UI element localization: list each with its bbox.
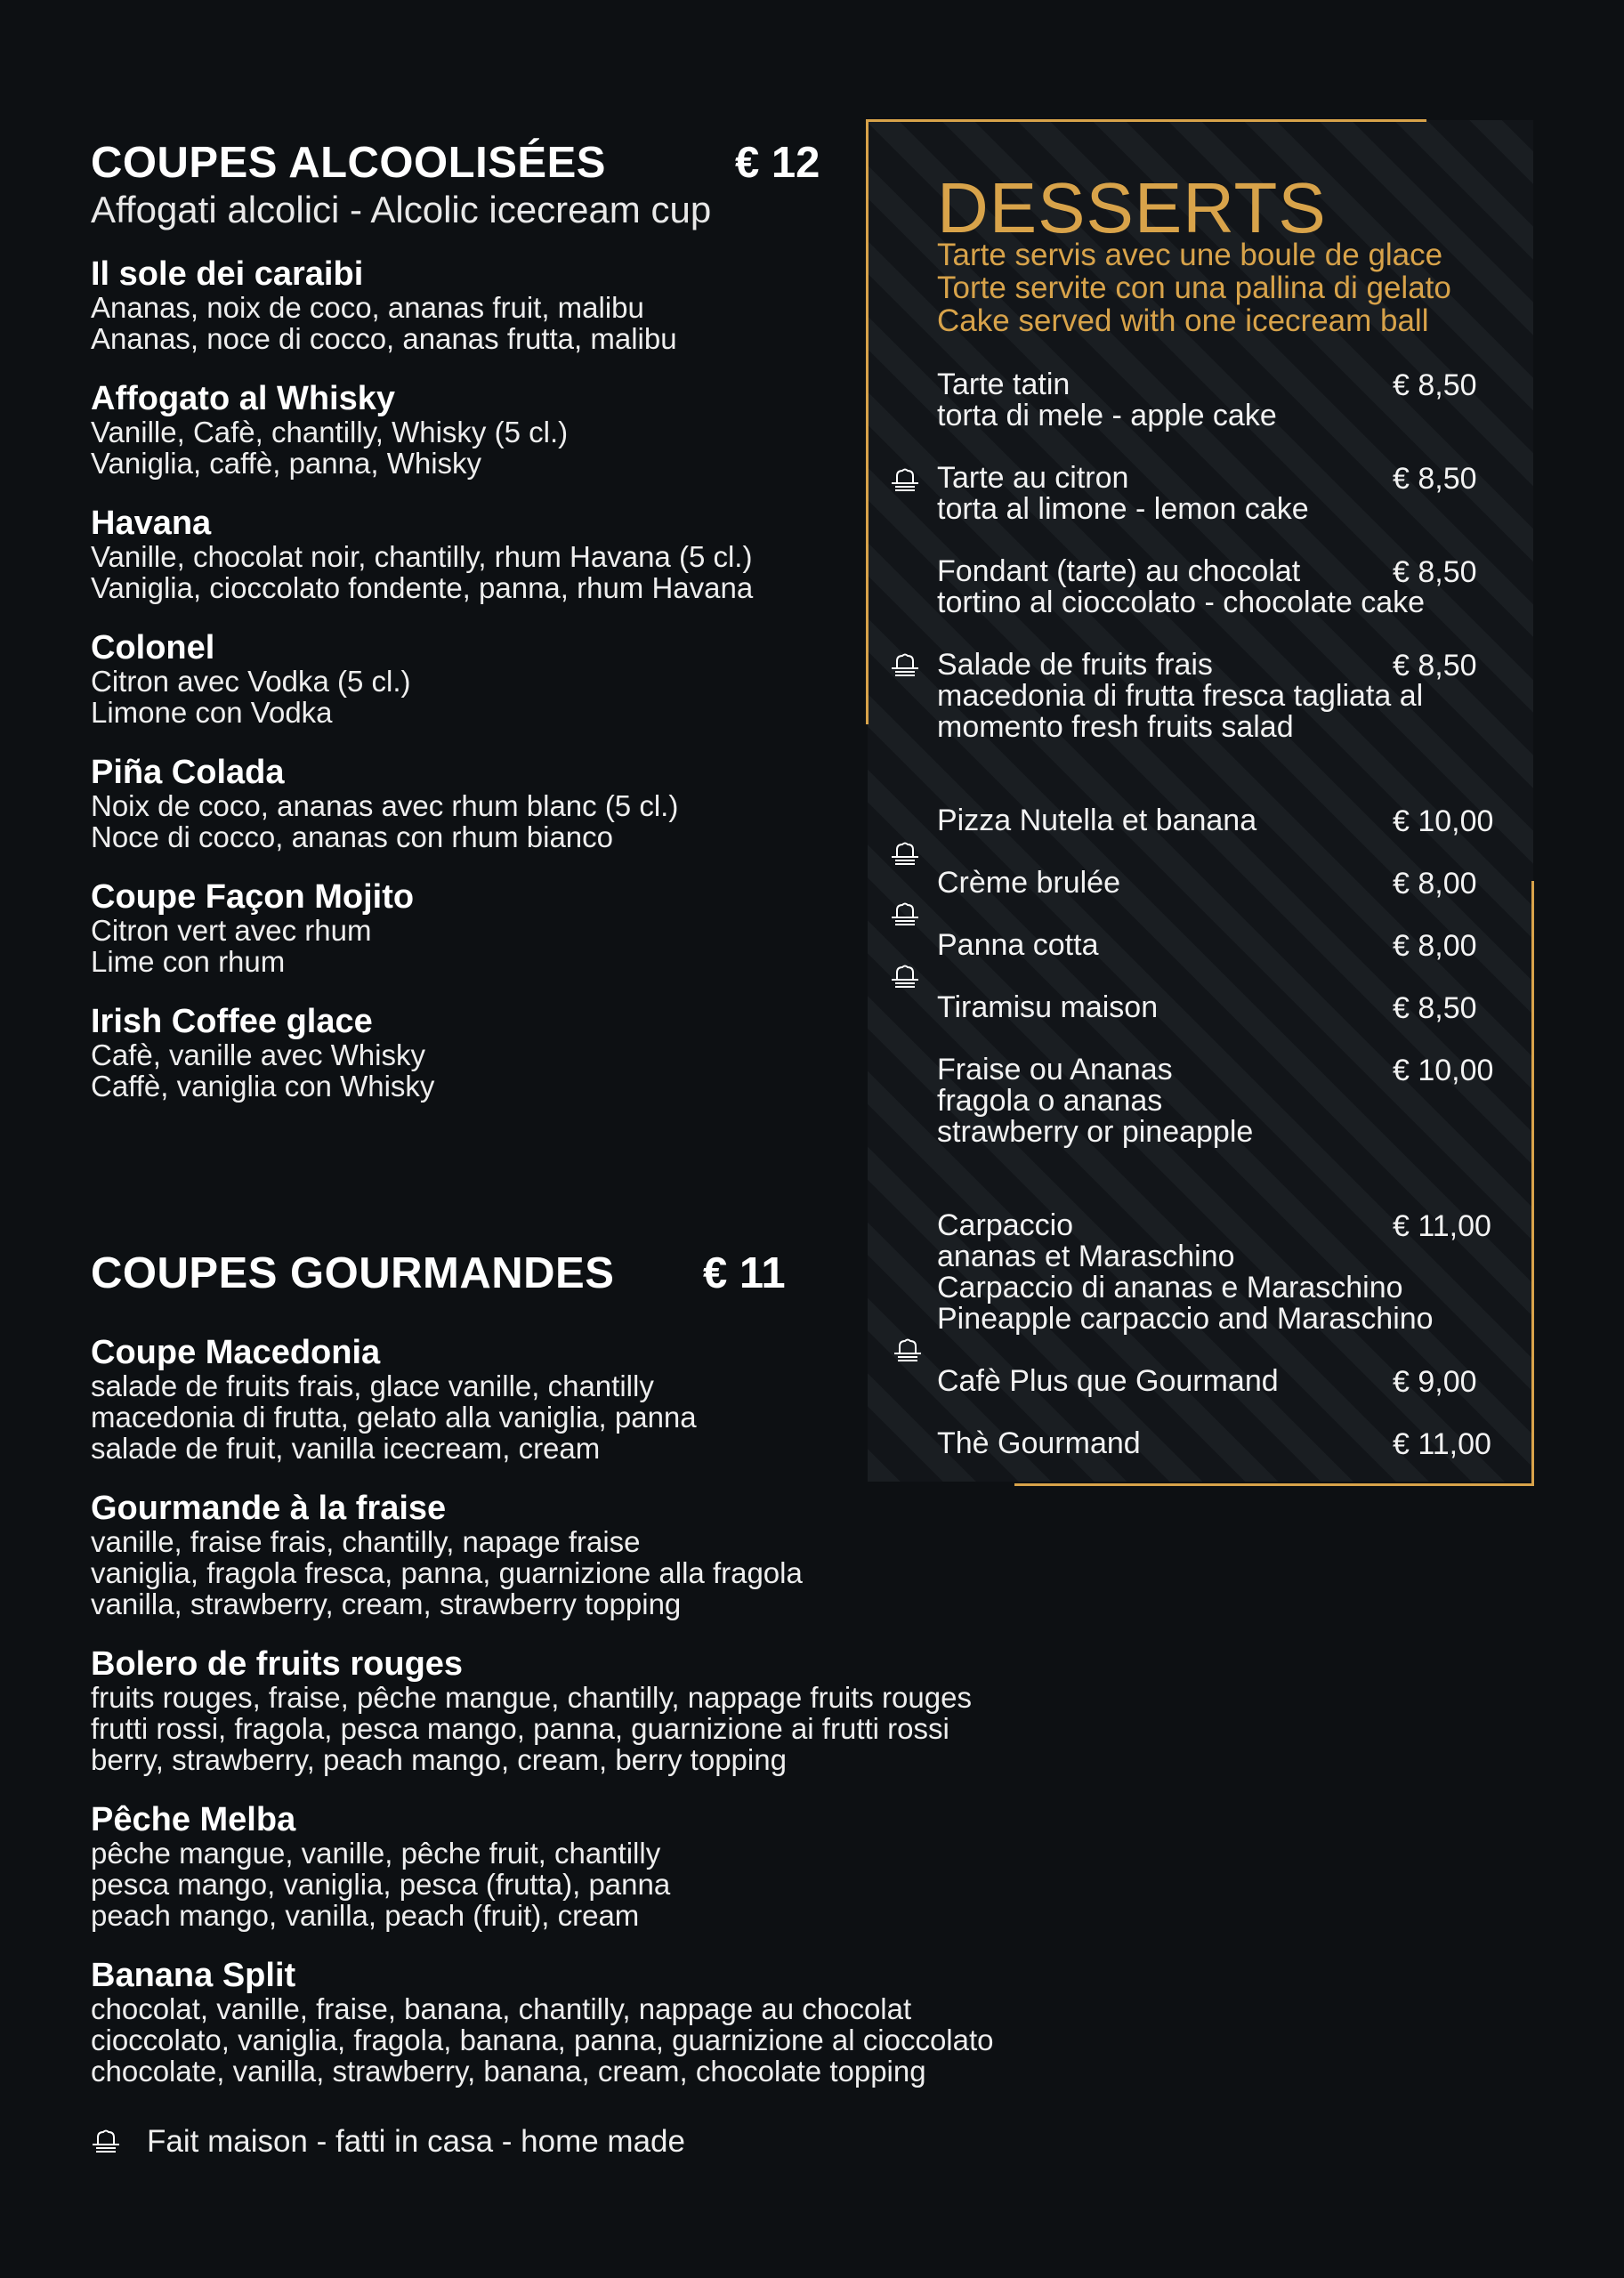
item-desc: Citron avec Vodka (5 cl.)	[91, 665, 411, 698]
item-name: Gourmande à la fraise	[91, 1490, 447, 1527]
item-desc: pêche mangue, vanille, pêche fruit, chantilly	[91, 1837, 661, 1870]
item-desc: Limone con Vodka	[91, 696, 333, 729]
dessert-name: Thè Gourmand	[937, 1426, 1141, 1460]
dessert-price: € 8,50	[1393, 368, 1477, 402]
panel-border-top	[866, 119, 1426, 122]
panel-border-right	[1531, 881, 1534, 1486]
menu-item	[91, 1958, 1159, 2087]
item-desc: peach mango, vanilla, peach (fruit), cream	[91, 1899, 640, 1932]
item-desc: salade de fruits frais, glace vanille, chantilly	[91, 1369, 654, 1402]
desserts-title: DESSERTS	[937, 168, 1327, 247]
chef-hat-icon	[890, 467, 920, 494]
panel-border-bottom	[1014, 1483, 1534, 1486]
item-name: Il sole dei caraibi	[91, 255, 364, 293]
desserts-subtitle: Cake served with one icecream ball	[937, 303, 1429, 338]
homemade-legend: Fait maison - fatti in casa - home made	[147, 2124, 685, 2159]
dessert-price: € 8,50	[1393, 555, 1477, 589]
item-name: Banana Split	[91, 1957, 296, 1994]
chef-hat-icon	[890, 901, 920, 928]
item-desc: Ananas, noix de coco, ananas fruit, malibu	[91, 291, 644, 324]
dessert-price: € 8,50	[1393, 462, 1477, 496]
dessert-name: Tarte au citron	[937, 461, 1129, 495]
item-desc: macedonia di frutta, gelato alla vaniglia, panna	[91, 1401, 697, 1434]
item-name: Havana	[91, 505, 212, 542]
item-desc: vanilla, strawberry, cream, strawberry topping	[91, 1587, 682, 1620]
item-desc: Vanille, Cafè, chantilly, Whisky (5 cl.)	[91, 416, 569, 448]
item-name: Pêche Melba	[91, 1801, 296, 1838]
chef-hat-icon	[890, 652, 920, 679]
gourmandes-section-title: COUPES GOURMANDES	[91, 1249, 615, 1297]
dessert-price: € 10,00	[1393, 804, 1494, 838]
dessert-name: Pizza Nutella et banana	[937, 804, 1257, 837]
item-desc: Noix de coco, ananas avec rhum blanc (5 cl.)	[91, 789, 679, 822]
item-desc: Vaniglia, caffè, panna, Whisky	[91, 447, 482, 480]
item-name: Irish Coffee glace	[91, 1003, 373, 1040]
menu-item	[91, 1646, 1159, 1775]
dessert-name: Panna cotta	[937, 928, 1099, 962]
item-desc: chocolat, vanille, fraise, banana, chantilly, nappage au chocolat	[91, 1992, 912, 2025]
dessert-desc: torta di mele - apple cake	[937, 399, 1277, 432]
chef-hat-icon	[890, 841, 920, 868]
dessert-desc: tortino al cioccolato - chocolate cake	[937, 586, 1426, 619]
item-desc: fruits rouges, fraise, pêche mangue, chantilly, nappage fruits rouges	[91, 1681, 972, 1714]
alcohol-section-subtitle: Affogati alcolici - Alcolic icecream cup	[91, 189, 712, 230]
menu-item	[91, 1802, 1159, 1931]
panel-border-left	[866, 119, 869, 724]
item-desc: berry, strawberry, peach mango, cream, berry topping	[91, 1743, 787, 1776]
item-desc: Noce di cocco, ananas con rhum bianco	[91, 820, 614, 853]
dessert-desc: Carpaccio di ananas e Maraschino	[937, 1271, 1403, 1305]
dessert-price: € 11,00	[1393, 1209, 1491, 1243]
dessert-desc: ananas et Maraschino	[937, 1240, 1235, 1273]
menu-item	[91, 1490, 1159, 1620]
item-desc: Cafè, vanille avec Whisky	[91, 1038, 425, 1071]
dessert-name: Salade de fruits frais	[937, 648, 1213, 682]
item-desc: pesca mango, vaniglia, pesca (frutta), panna	[91, 1868, 671, 1901]
alcohol-section-price: € 12	[735, 139, 820, 187]
item-name: Coupe Macedonia	[91, 1334, 381, 1371]
dessert-price: € 11,00	[1393, 1427, 1491, 1461]
item-desc: vaniglia, fragola fresca, panna, guarnizione alla fragola	[91, 1556, 803, 1589]
desserts-subtitle: Torte servite con una pallina di gelato	[937, 271, 1451, 305]
dessert-name: Carpaccio	[937, 1208, 1074, 1242]
item-desc: Caffè, vaniglia con Whisky	[91, 1070, 435, 1103]
dessert-price: € 8,50	[1393, 649, 1477, 683]
dessert-desc: Pineapple carpaccio and Maraschino	[937, 1302, 1434, 1336]
item-desc: salade de fruit, vanilla icecream, cream	[91, 1432, 601, 1465]
chef-hat-icon	[890, 964, 920, 990]
dessert-name: Fondant (tarte) au chocolat	[937, 554, 1301, 588]
item-desc: Vanille, chocolat noir, chantilly, rhum Havana (5 cl.)	[91, 540, 753, 573]
item-name: Colonel	[91, 629, 215, 666]
item-desc: Citron vert avec rhum	[91, 914, 372, 947]
item-name: Affogato al Whisky	[91, 380, 396, 417]
alcohol-section-title: COUPES ALCOOLISÉES	[91, 139, 606, 187]
item-name: Bolero de fruits rouges	[91, 1645, 464, 1683]
dessert-name: Fraise ou Ananas	[937, 1053, 1173, 1086]
item-desc: Ananas, noce di cocco, ananas frutta, malibu	[91, 322, 677, 355]
dessert-desc: fragola o ananas	[937, 1084, 1163, 1118]
dessert-name: Tarte tatin	[937, 368, 1071, 401]
desserts-subtitle: Tarte servis avec une boule de glace	[937, 238, 1443, 272]
chef-hat-icon	[893, 1337, 923, 1364]
dessert-name: Crème brulée	[937, 866, 1120, 900]
dessert-desc: momento fresh fruits salad	[937, 710, 1294, 744]
dessert-price: € 10,00	[1393, 1054, 1494, 1087]
dessert-price: € 8,00	[1393, 867, 1477, 901]
dessert-desc: strawberry or pineapple	[937, 1115, 1254, 1149]
item-desc: Vaniglia, cioccolato fondente, panna, rhum Havana	[91, 571, 754, 604]
dessert-price: € 8,00	[1393, 929, 1477, 963]
item-name: Coupe Façon Mojito	[91, 878, 415, 916]
dessert-desc: macedonia di frutta fresca tagliata al	[937, 679, 1424, 713]
item-desc: Lime con rhum	[91, 945, 286, 978]
dessert-price: € 8,50	[1393, 991, 1477, 1025]
item-desc: vanille, fraise frais, chantilly, napage fraise	[91, 1525, 641, 1558]
chef-hat-icon	[91, 2129, 121, 2155]
dessert-name: Tiramisu maison	[937, 990, 1159, 1024]
dessert-price: € 9,00	[1393, 1365, 1477, 1399]
item-desc: frutti rossi, fragola, pesca mango, panna, guarnizione ai frutti rossi	[91, 1712, 949, 1745]
item-desc: chocolate, vanilla, strawberry, banana, cream, chocolate topping	[91, 2055, 926, 2088]
gourmandes-section-price: € 11	[703, 1249, 786, 1297]
item-name: Piña Colada	[91, 754, 285, 791]
dessert-name: Cafè Plus que Gourmand	[937, 1364, 1279, 1398]
dessert-desc: torta al limone - lemon cake	[937, 492, 1309, 526]
item-desc: cioccolato, vaniglia, fragola, banana, panna, guarnizione al cioccolato	[91, 2024, 994, 2056]
